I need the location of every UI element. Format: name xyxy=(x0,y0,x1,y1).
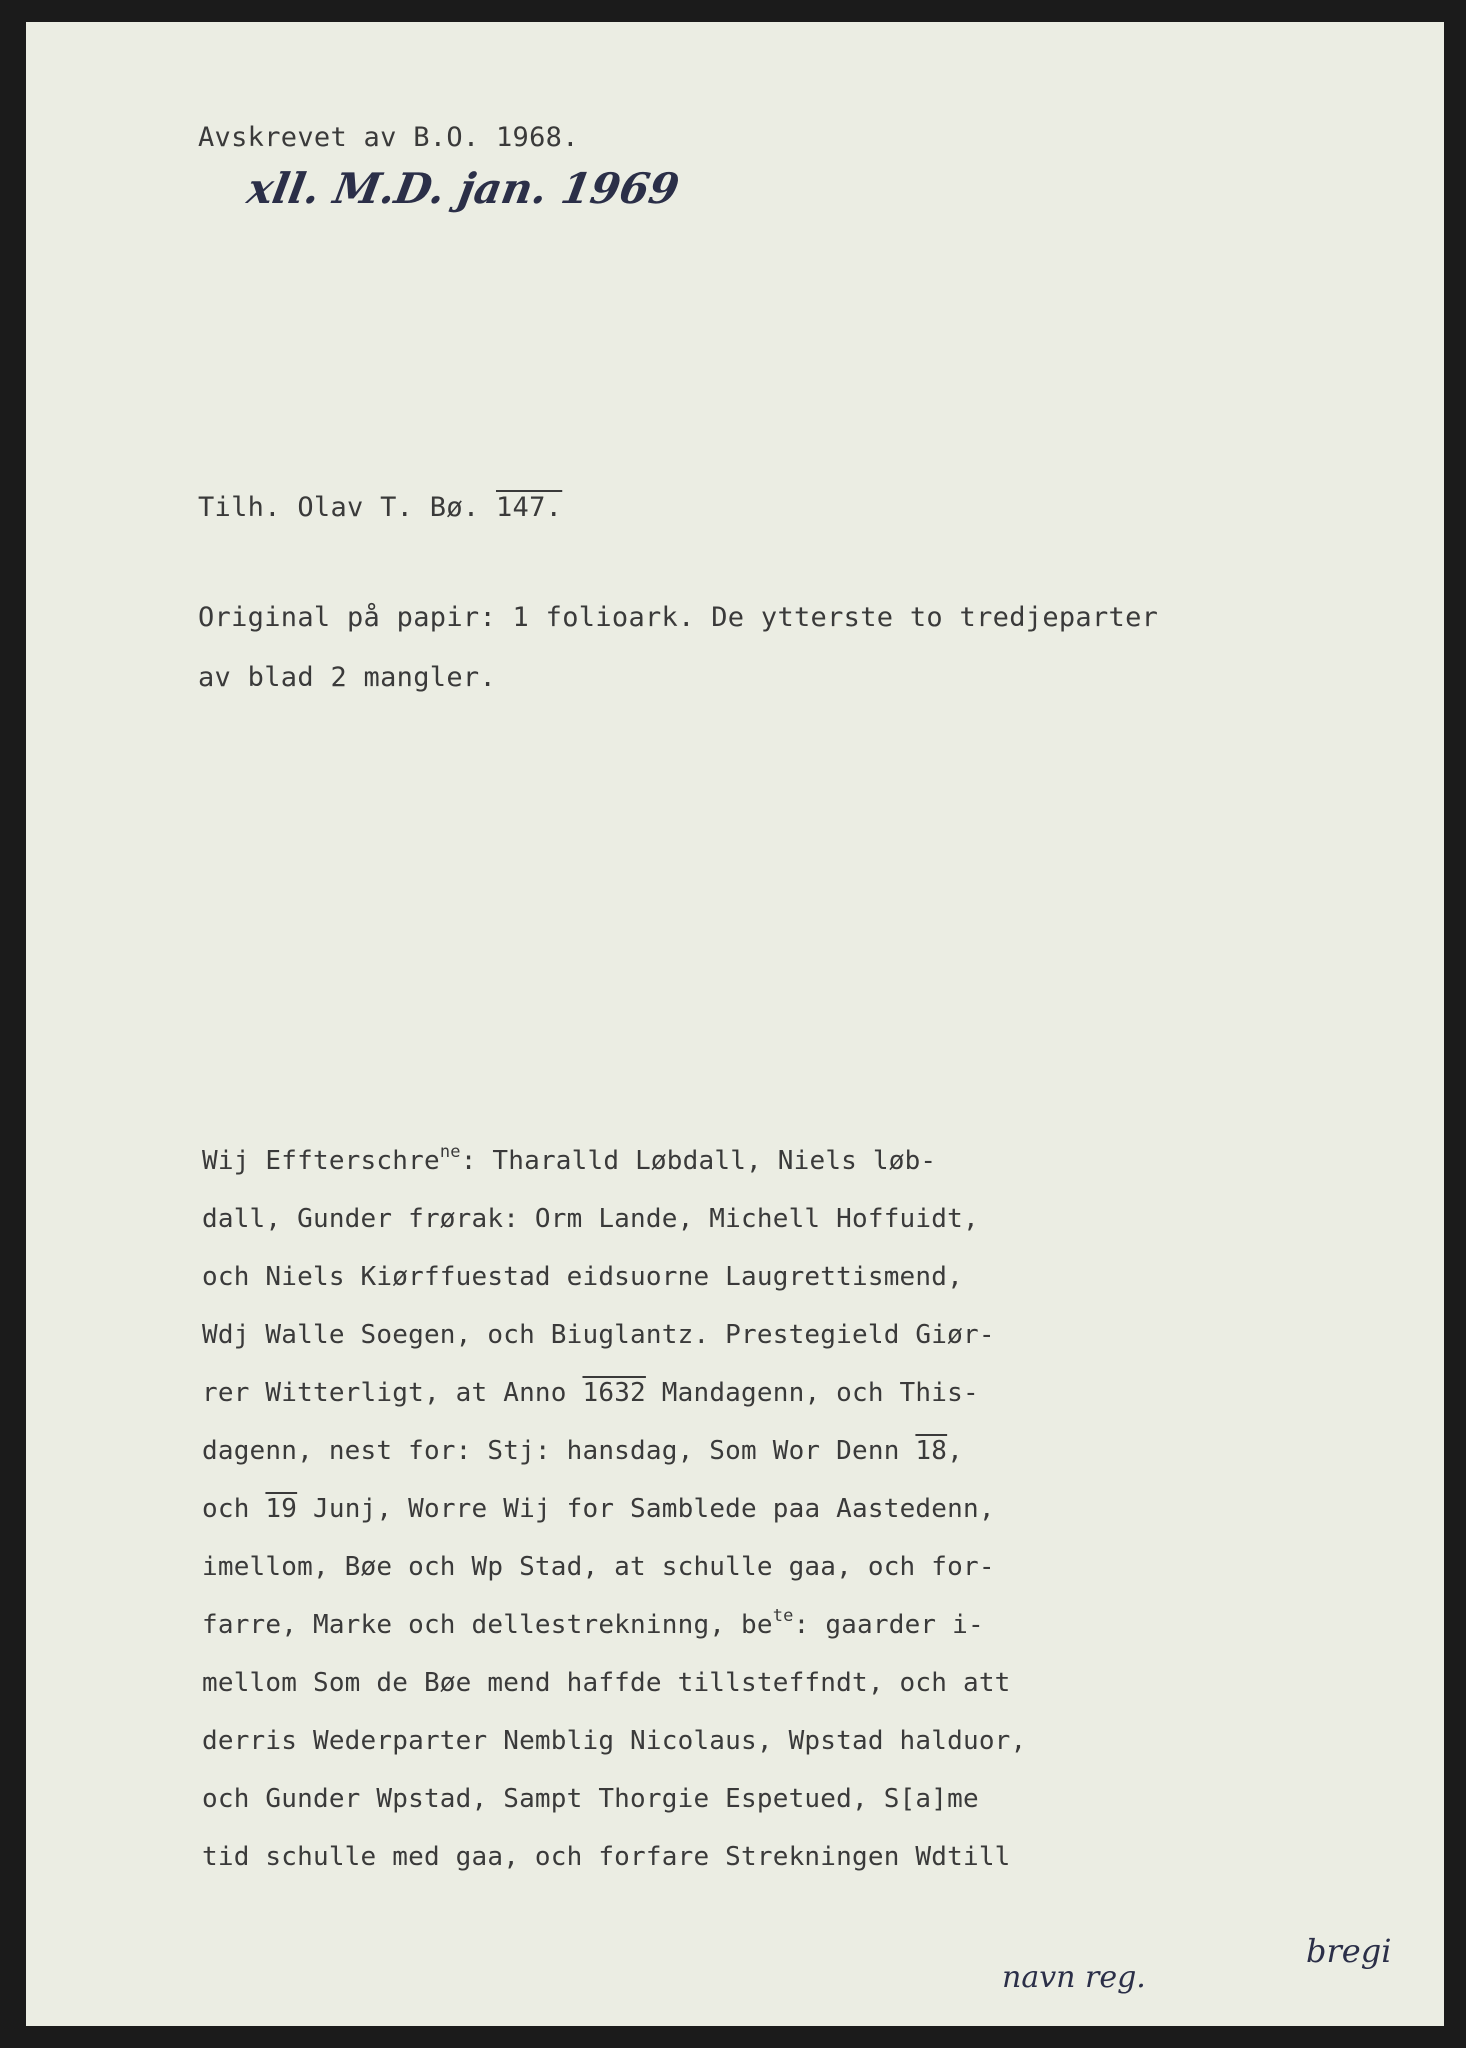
owner-label: Tilh. Olav T. Bø. xyxy=(198,492,496,523)
text-segment: dagenn, nest for: Stj: hansdag, Som Wor Denn xyxy=(202,1436,916,1466)
text-line: och Gunder Wpstad, Sampt Thorgie Espetued, S[a]me xyxy=(202,1784,979,1814)
text-segment: och xyxy=(202,1494,266,1524)
text-segment: Wij Effterschre xyxy=(202,1146,440,1176)
text-line xyxy=(202,1132,1026,1190)
text-segment: : Tharalld Løbdall, Niels løb- xyxy=(460,1146,937,1176)
text-segment: : gaarder i- xyxy=(793,1610,984,1640)
text-segment: Mandagenn, och This- xyxy=(645,1378,979,1408)
text-line xyxy=(202,1364,1026,1422)
text-line: och Niels Kiørffuestad eidsuorne Laugrettismend, xyxy=(202,1262,963,1292)
year-number: 1632 xyxy=(582,1378,646,1408)
text-line: dall, Gunder frørak: Orm Lande, Michell Hoffuidt, xyxy=(202,1204,979,1234)
text-line: Wdj Walle Soegen, och Biuglantz. Prestegield Giør- xyxy=(202,1320,995,1350)
ownership-line xyxy=(198,492,562,523)
text-line: mellom Som de Bøe mend haffde tillsteffndt, och att xyxy=(202,1668,1011,1698)
text-line xyxy=(202,1422,1026,1480)
transcribed-text xyxy=(202,1132,1026,1886)
superscript: ne xyxy=(439,1142,461,1162)
description-line-2: av blad 2 mangler. xyxy=(198,662,496,693)
description-line-1: Original på papir: 1 folioark. De ytterste to tredjeparter xyxy=(198,602,1159,633)
handwritten-initials: xll. M.D. jan. 1969 xyxy=(243,164,683,213)
document-page xyxy=(26,22,1444,2026)
text-line: imellom, Bøe och Wp Stad, at schulle gaa, och for- xyxy=(202,1552,995,1582)
text-line xyxy=(202,1596,1026,1654)
transcription-note: Avskrevet av B.O. 1968. xyxy=(198,122,579,153)
handwritten-note-right: bregi xyxy=(1306,1932,1392,1970)
text-segment: , xyxy=(947,1436,963,1466)
text-segment: rer Witterligt, at Anno xyxy=(202,1378,583,1408)
text-segment: farre, Marke och dellestrekninng, be xyxy=(202,1610,773,1640)
owner-number: 147. xyxy=(496,492,563,523)
text-line: tid schulle med gaa, och forfare Strekningen Wdtill xyxy=(202,1842,1011,1872)
day-number: 18 xyxy=(915,1436,948,1466)
superscript: te xyxy=(772,1606,794,1626)
text-segment: Junj, Worre Wij for Samblede paa Aastedenn, xyxy=(297,1494,995,1524)
text-line: derris Wederparter Nemblig Nicolaus, Wpstad halduor, xyxy=(202,1726,1027,1756)
handwritten-note-name-register: navn reg. xyxy=(1002,1960,1146,1995)
text-line xyxy=(202,1480,1026,1538)
day-number: 19 xyxy=(265,1494,298,1524)
